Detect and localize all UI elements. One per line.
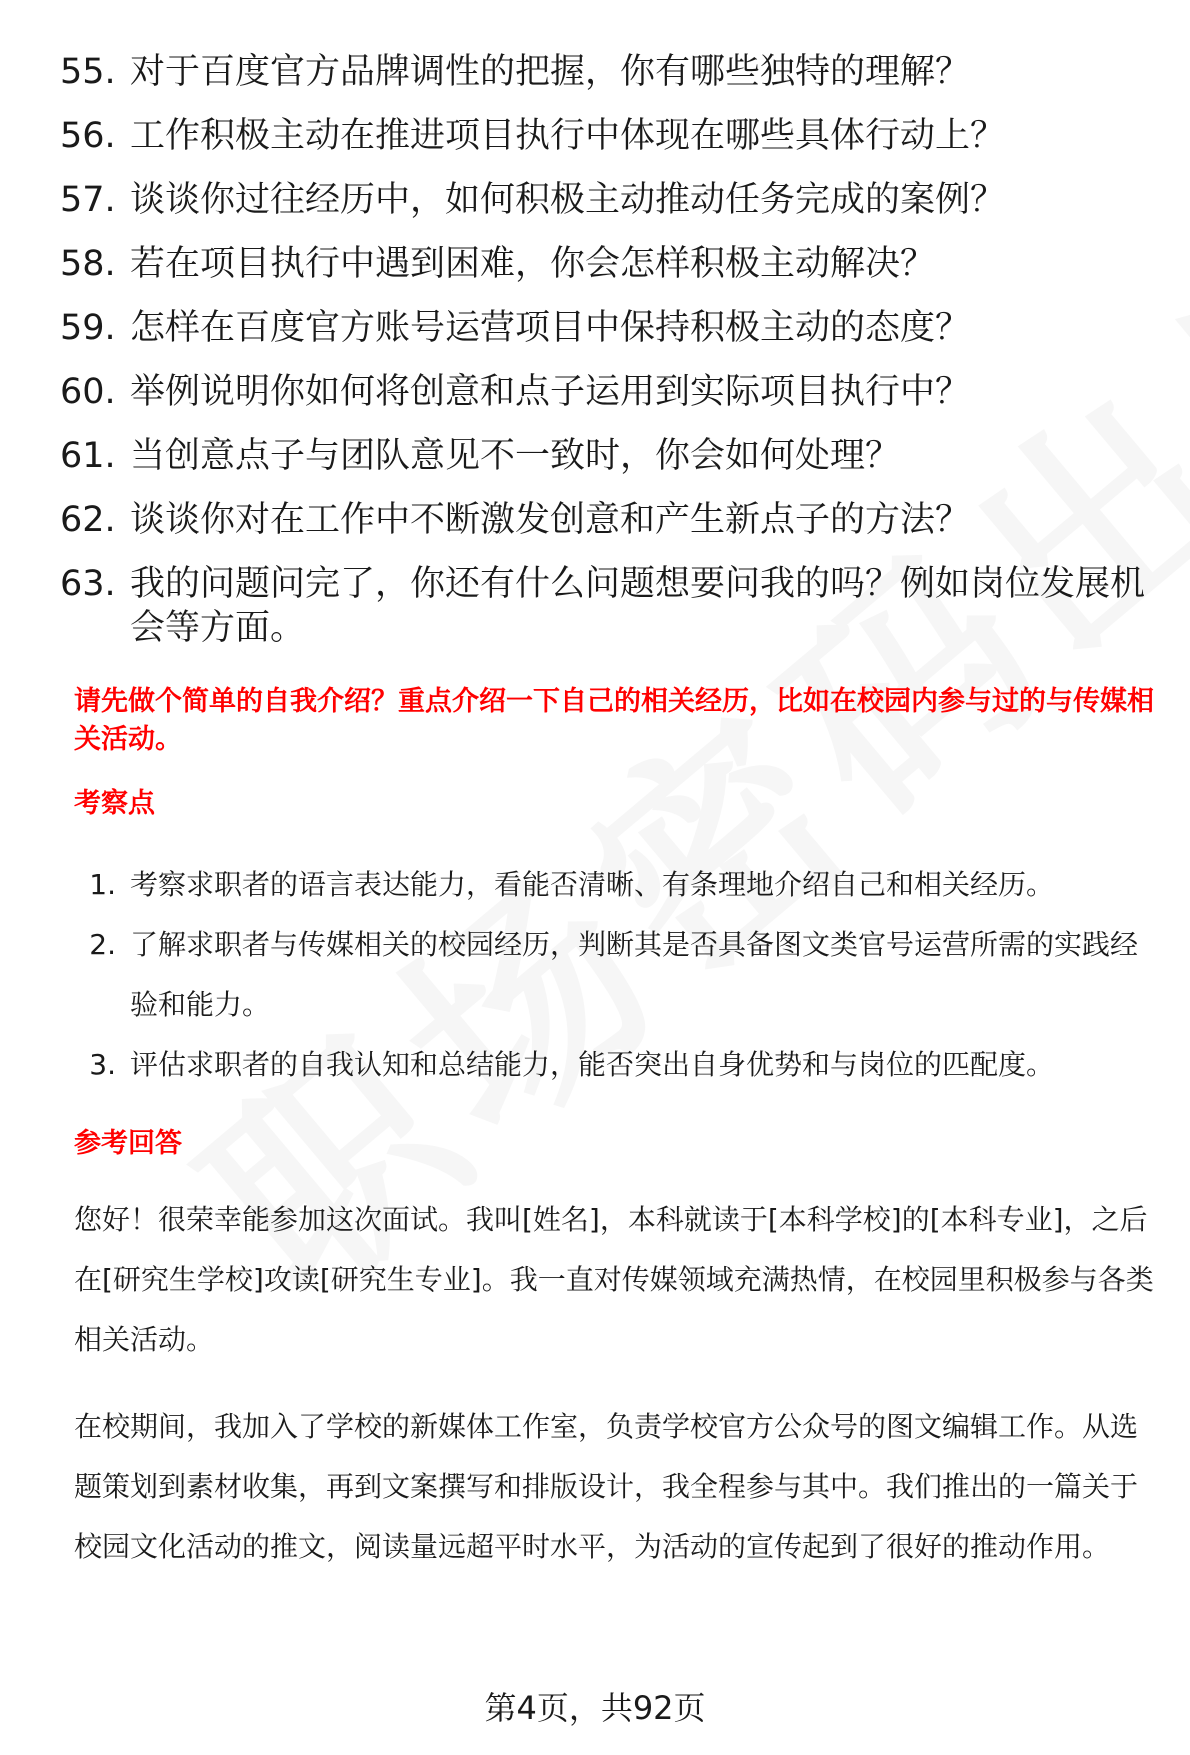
answer-heading: 参考回答: [74, 1128, 182, 1159]
question-text: 举例说明你如何将创意和点子运用到实际项目执行中？: [130, 372, 971, 412]
question-text: 若在项目执行中遇到困难，你会怎样积极主动解决？: [130, 244, 936, 284]
kaocha-item-text: 了解求职者与传媒相关的校园经历，判断其是否具备图文类官号运营所需的实践经验和能力。: [130, 928, 1139, 1021]
question-text: 对于百度官方品牌调性的把握，你有哪些独特的理解？: [130, 52, 971, 92]
question-number: 56.: [60, 116, 116, 156]
kaocha-list: [74, 855, 1164, 1095]
question-number: 55.: [60, 52, 116, 92]
question-number: 60.: [60, 372, 116, 412]
page-footer: 第4页，共92页: [484, 1689, 706, 1727]
kaocha-heading: 考察点: [74, 788, 155, 819]
question-item: [60, 434, 1150, 478]
kaocha-item-number: 2.: [89, 928, 116, 961]
kaocha-item-number: 1.: [89, 868, 116, 901]
kaocha-item-text: 考察求职者的语言表达能力，看能否清晰、有条理地介绍自己和相关经历。: [130, 868, 1055, 901]
question-item: [60, 498, 1150, 542]
question-text: 谈谈你过往经历中，如何积极主动推动任务完成的案例？: [130, 180, 1006, 220]
question-number: 62.: [60, 500, 116, 540]
main-question-heading: 请先做个简单的自我介绍？重点介绍一下自己的相关经历，比如在校园内参与过的与传媒相关活动。: [74, 686, 1154, 755]
kaocha-item-number: 3.: [89, 1048, 116, 1081]
kaocha-item-text: 评估求职者的自我认知和总结能力，能否突出自身优势和与岗位的匹配度。: [130, 1048, 1055, 1081]
question-number: 63.: [60, 564, 116, 604]
question-number: 58.: [60, 244, 116, 284]
question-item: [60, 306, 1150, 350]
question-item: [60, 178, 1150, 222]
question-item: [60, 370, 1150, 414]
question-number: 57.: [60, 180, 116, 220]
question-item: [60, 562, 1150, 650]
question-item: [60, 114, 1150, 158]
kaocha-item: [74, 915, 1164, 1035]
question-text: 当创意点子与团队意见不一致时，你会如何处理？: [130, 436, 901, 476]
question-text: 谈谈你对在工作中不断激发创意和产生新点子的方法？: [130, 500, 971, 540]
question-text: 工作积极主动在推进项目执行中体现在哪些具体行动上？: [130, 116, 1006, 156]
answer-paragraph: 您好！很荣幸能参加这次面试。我叫[姓名]，本科就读于[本科学校]的[本科专业]，之后在[研究生学校]攻读[研究生专业]。我一直对传媒领域充满热情，在校园里积极参与各类相关活动。: [74, 1203, 1154, 1356]
question-text: 怎样在百度官方账号运营项目中保持积极主动的态度？: [130, 308, 971, 348]
question-item: [60, 50, 1150, 94]
kaocha-item: [74, 855, 1164, 915]
question-list: [60, 50, 1150, 670]
question-text: 我的问题问完了，你还有什么问题想要问我的吗？例如岗位发展机会等方面。: [130, 564, 1146, 648]
question-number: 61.: [60, 436, 116, 476]
kaocha-item: [74, 1035, 1164, 1095]
answer-paragraph: 在校期间，我加入了学校的新媒体工作室，负责学校官方公众号的图文编辑工作。从选题策划到素材收集，再到文案撰写和排版设计，我全程参与其中。我们推出的一篇关于校园文化活动的推文，阅读量远超平时水平，为活动的宣传起到了很好的推动作用。: [74, 1410, 1139, 1563]
question-item: [60, 242, 1150, 286]
question-number: 59.: [60, 308, 116, 348]
